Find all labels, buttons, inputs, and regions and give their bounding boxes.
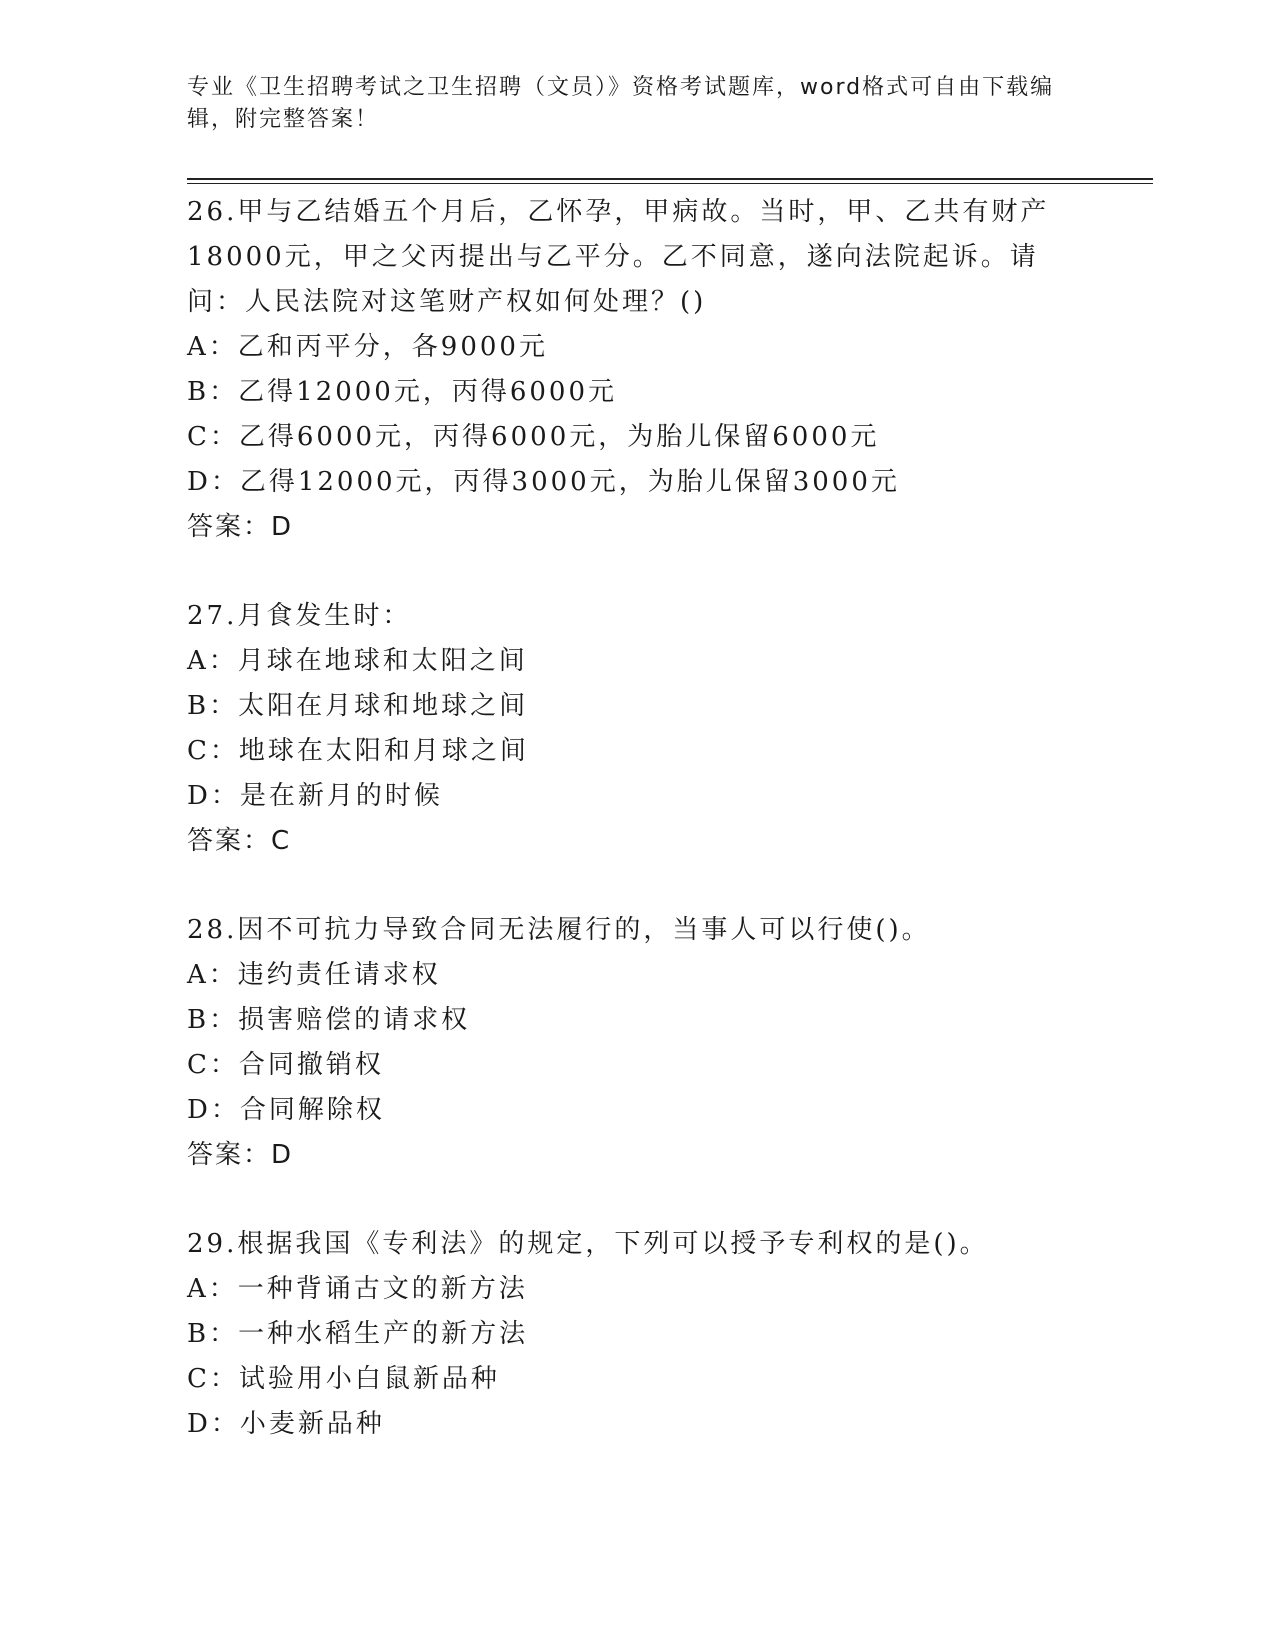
document-header: 专业《卫生招聘考试之卫生招聘（文员）》资格考试题库，word格式可自由下载编辑，附完整答案！: [187, 75, 1055, 132]
option-b: B：太阳在月球和地球之间: [187, 691, 529, 721]
option-c: C：乙得6000元，丙得6000元，为胎儿保留6000元: [187, 422, 880, 452]
option-a: A：月球在地球和太阳之间: [187, 646, 528, 676]
option-c: C：地球在太阳和月球之间: [187, 736, 529, 766]
option-a: A：一种背诵古文的新方法: [187, 1274, 528, 1304]
question-26: [187, 190, 1087, 550]
option-d: D：合同解除权: [187, 1095, 385, 1125]
option-c: C：试验用小白鼠新品种: [187, 1364, 500, 1394]
question-list: [187, 190, 1087, 1491]
option-b: B：乙得12000元，丙得6000元: [187, 377, 617, 407]
header-divider-thick: [187, 178, 1153, 180]
question-27: [187, 594, 1087, 864]
option-d: D：小麦新品种: [187, 1409, 385, 1439]
question-stem: 29.根据我国《专利法》的规定，下列可以授予专利权的是()。: [187, 1229, 989, 1259]
option-b: B：一种水稻生产的新方法: [187, 1319, 529, 1349]
answer-line: 答案：C: [187, 826, 292, 856]
option-d: D：是在新月的时候: [187, 781, 443, 811]
option-c: C：合同撤销权: [187, 1050, 384, 1080]
question-stem: 28.因不可抗力导致合同无法履行的，当事人可以行使()。: [187, 915, 931, 945]
option-a: A：违约责任请求权: [187, 960, 441, 990]
question-28: [187, 908, 1087, 1178]
header-divider-thin: [187, 183, 1153, 184]
question-stem: 26.甲与乙结婚五个月后，乙怀孕，甲病故。当时，甲、乙共有财产18000元，甲之父丙提出与乙平分。乙不同意，遂向法院起诉。请问：人民法院对这笔财产权如何处理？(): [187, 197, 1050, 317]
question-29: [187, 1222, 1087, 1447]
question-stem: 27.月食发生时：: [187, 601, 412, 631]
option-a: A：乙和丙平分，各9000元: [187, 332, 548, 362]
option-d: D：乙得12000元，丙得3000元，为胎儿保留3000元: [187, 467, 900, 497]
option-b: B：损害赔偿的请求权: [187, 1005, 471, 1035]
answer-line: 答案：D: [187, 512, 294, 542]
answer-line: 答案：D: [187, 1140, 294, 1170]
